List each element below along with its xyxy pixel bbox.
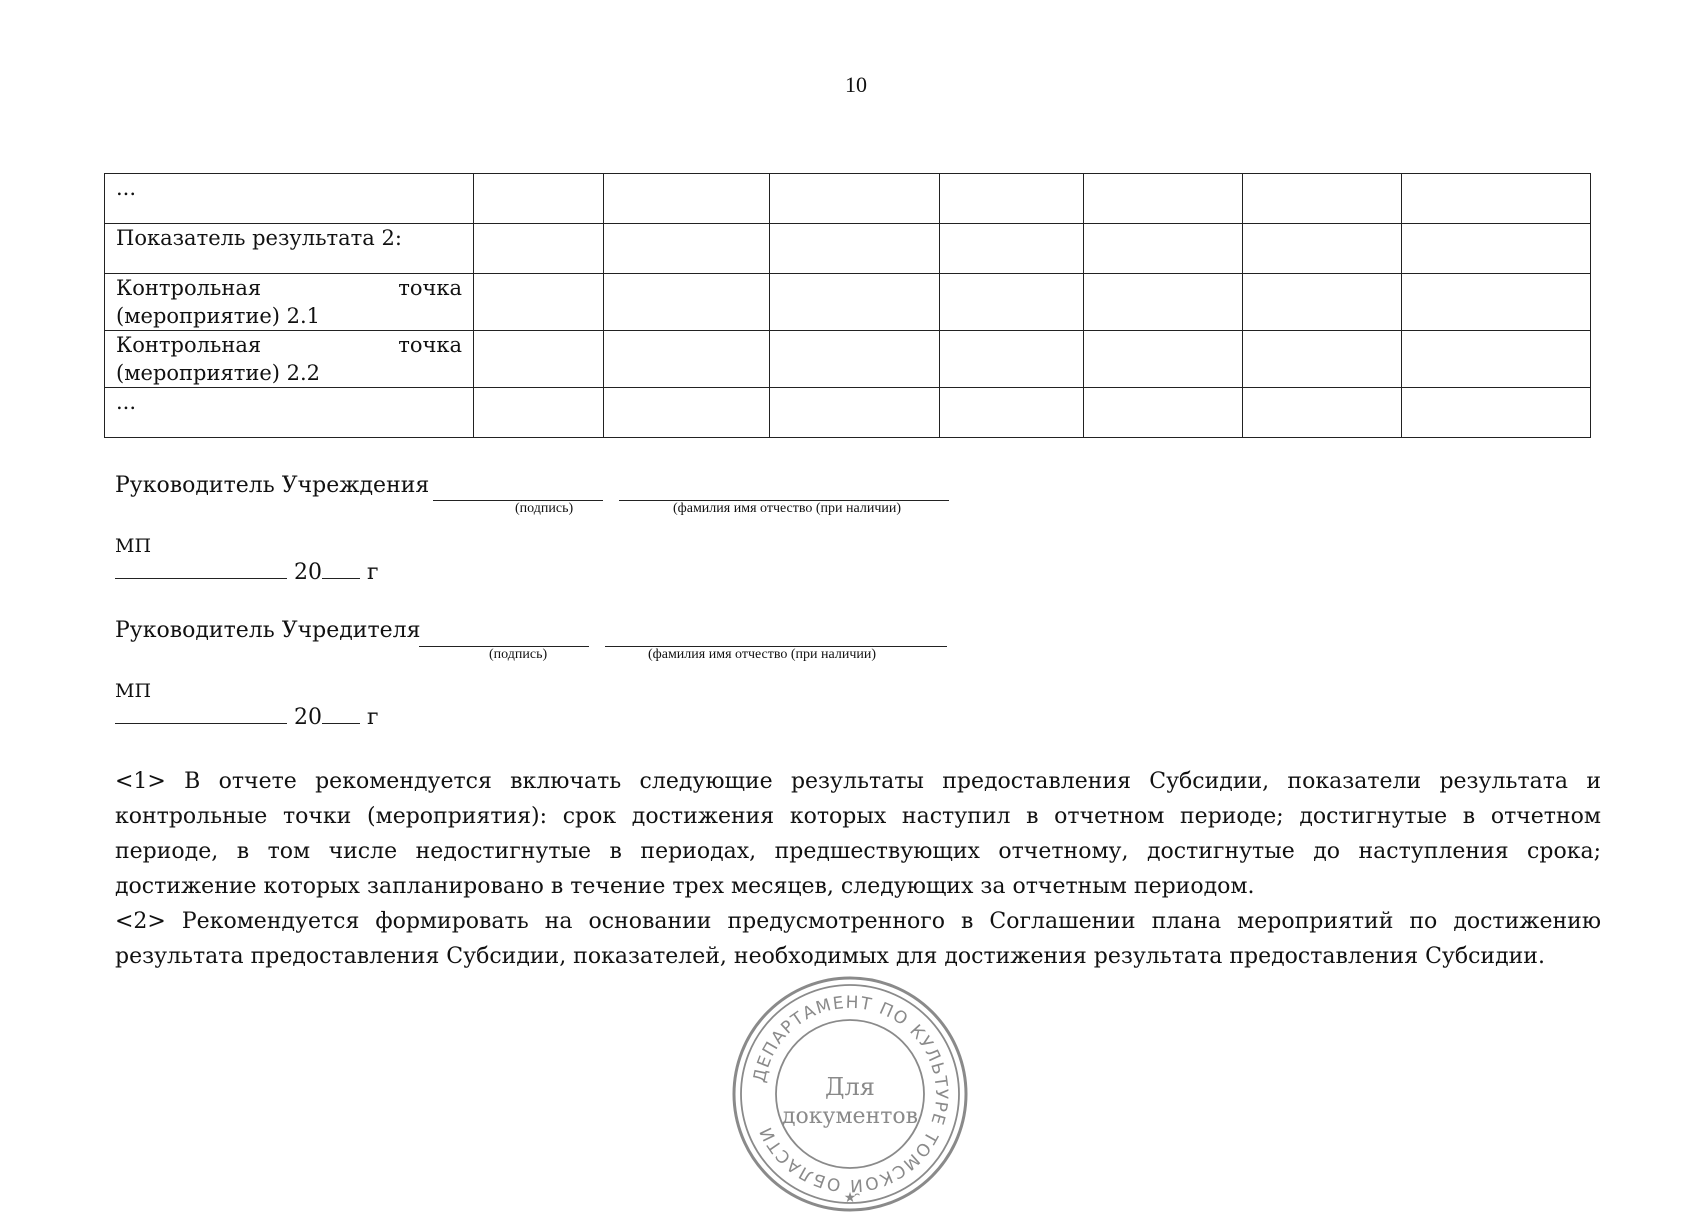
footnotes (115, 764, 1601, 974)
table-cell (474, 331, 604, 388)
table-cell (770, 331, 940, 388)
table-cell (604, 174, 770, 224)
seal-label: МП (115, 535, 152, 557)
table-row (105, 174, 1591, 224)
footnote-2: <2> Рекомендуется формировать на основании предусмотренного в Соглашении плана мероприятий по достижению результата предоставления Субсидии, показателей, необходимых для достижения результата предоставления Субсидии. (115, 909, 1601, 969)
table-cell (940, 388, 1084, 438)
stamp-star-icon: ★ (843, 1190, 857, 1206)
date-suffix: г (367, 560, 379, 585)
row-label-left: Контрольная (116, 333, 262, 357)
table-cell (1402, 224, 1591, 274)
table-cell (1243, 224, 1402, 274)
table-cell (604, 274, 770, 331)
date-year-prefix: 20 (294, 560, 322, 585)
page-number: 10 (845, 72, 867, 97)
row-label-left: Контрольная (116, 276, 262, 300)
table-cell (1402, 388, 1591, 438)
stamp-center-line2: документов (781, 1104, 919, 1129)
table-row (105, 224, 1591, 274)
date-day-blank (115, 703, 287, 724)
table-cell (1084, 224, 1243, 274)
table-cell (604, 388, 770, 438)
stamp-center-line1: Для (825, 1073, 875, 1101)
table-cell (770, 388, 940, 438)
founder-head-title: Руководитель Учредителя (115, 618, 421, 643)
date-line (115, 703, 379, 730)
row-label-right: точка (398, 276, 462, 300)
table-cell (1243, 331, 1402, 388)
table-cell (770, 174, 940, 224)
table-cell (770, 274, 940, 331)
table-cell (604, 331, 770, 388)
table-cell (1084, 174, 1243, 224)
row-label: ... (105, 174, 474, 224)
table-cell (1243, 174, 1402, 224)
table-cell (1084, 388, 1243, 438)
table-cell (940, 331, 1084, 388)
table-cell (940, 224, 1084, 274)
seal-label: МП (115, 680, 152, 702)
table-cell (1243, 388, 1402, 438)
signature-caption: (подпись) (515, 501, 574, 516)
row-label (105, 331, 474, 388)
institution-head-title: Руководитель Учреждения (115, 473, 430, 498)
row-label-line2: (мероприятие) 2.2 (116, 361, 321, 385)
footnote-1: <1> В отчете рекомендуется включать следующие результаты предоставления Субсидии, показатели результата и контрольные точки (мероприятия): срок достижения которых наступил в отчетном периоде; достигнутые в отчетном периоде, в том числе недостигнутые в периодах, предшествующих отчетному, достигнутые до наступления срока; достижение которых запланировано в течение трех месяцев, следующих за отчетным периодом. (115, 769, 1601, 899)
table-cell (1084, 274, 1243, 331)
table-row (105, 274, 1591, 331)
table-cell (1402, 331, 1591, 388)
table-cell (770, 224, 940, 274)
table-cell (474, 174, 604, 224)
date-line (115, 558, 379, 585)
table-cell (474, 274, 604, 331)
row-label-line2: (мероприятие) 2.1 (116, 304, 321, 328)
table-cell (1402, 274, 1591, 331)
department-stamp (728, 976, 972, 1212)
name-caption: (фамилия имя отчество (при наличии) (673, 501, 902, 516)
name-caption: (фамилия имя отчество (при наличии) (648, 647, 877, 662)
table-cell (940, 174, 1084, 224)
table-row (105, 388, 1591, 438)
table-cell (474, 224, 604, 274)
row-label (105, 274, 474, 331)
table-cell (940, 274, 1084, 331)
table-cell (604, 224, 770, 274)
signature-caption: (подпись) (489, 647, 548, 662)
report-table (104, 173, 1591, 438)
table-row (105, 331, 1591, 388)
date-year-blank (322, 703, 360, 724)
table-cell (1243, 274, 1402, 331)
table-cell (1402, 174, 1591, 224)
date-day-blank (115, 558, 287, 579)
table-cell (474, 388, 604, 438)
row-label: Показатель результата 2: (105, 224, 474, 274)
stamp-ring-textpath: ДЕПАРТАМЕНТ ПО КУЛЬТУРЕ ТОМСКОЙ ОБЛАСТИ (749, 992, 952, 1196)
row-label-right: точка (398, 333, 462, 357)
row-label: ... (105, 388, 474, 438)
date-suffix: г (367, 705, 379, 730)
date-year-prefix: 20 (294, 705, 322, 730)
table-cell (1084, 331, 1243, 388)
date-year-blank (322, 558, 360, 579)
